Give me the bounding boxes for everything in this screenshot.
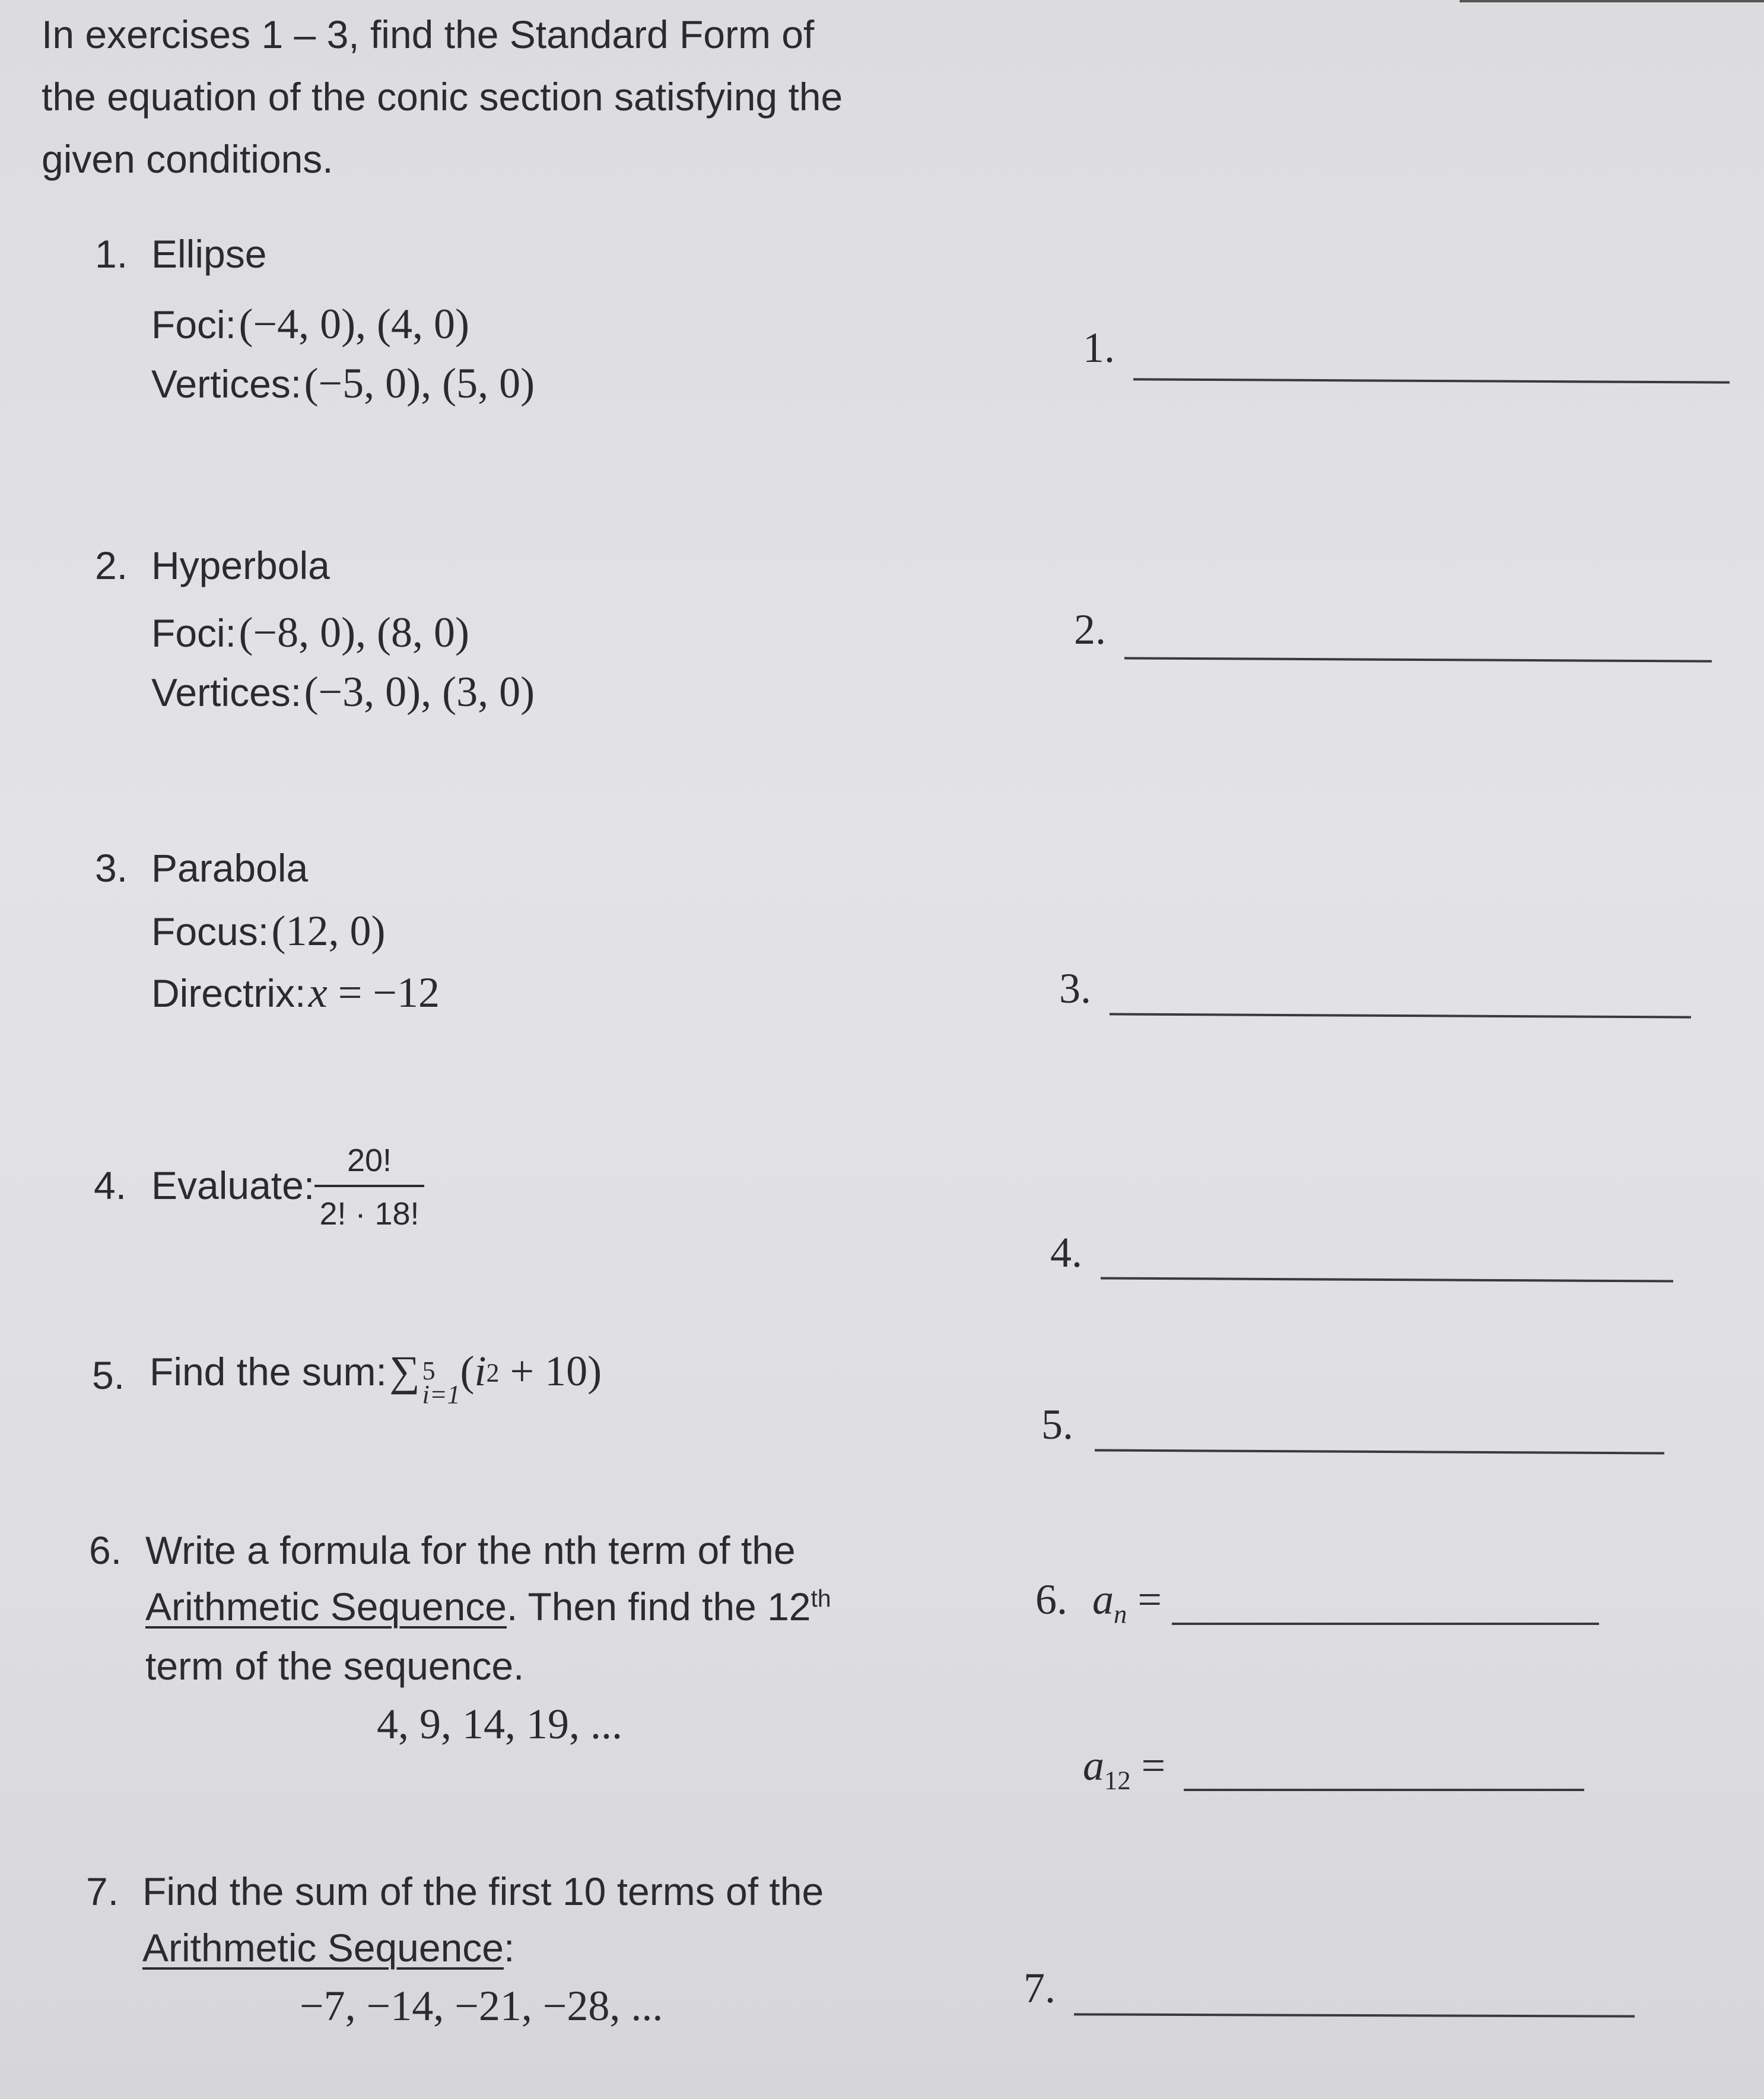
sum-expression <box>150 1347 602 1407</box>
colon: : <box>504 1926 515 1970</box>
a12-variable: a <box>1083 1742 1104 1789</box>
problem-line-2 <box>142 1925 514 1970</box>
focus-value: (12, 0) <box>271 907 386 955</box>
vertices-values: (−3, 0), (3, 0) <box>304 668 535 715</box>
focus-line <box>151 907 385 956</box>
vertices-values: (−5, 0), (5, 0) <box>304 360 535 407</box>
sigma-lower: i=1 <box>422 1379 460 1409</box>
answer-6-a12-blank[interactable] <box>1184 1789 1584 1791</box>
sum-variable: i <box>474 1347 487 1395</box>
problem-number: 5. <box>92 1353 125 1397</box>
answer-6-an-blank[interactable] <box>1172 1623 1599 1625</box>
answer-7-blank[interactable] <box>1074 2013 1635 2017</box>
an-variable: a <box>1092 1576 1114 1623</box>
problem-number: 6. <box>89 1528 122 1572</box>
fraction-numerator: 20! <box>347 1143 392 1178</box>
foci-values: (−8, 0), (8, 0) <box>239 609 469 656</box>
foci-label: Foci: <box>151 303 237 346</box>
vertices-line <box>151 359 535 408</box>
problem-title: Ellipse <box>151 232 267 276</box>
answer-6-label: 6. <box>1035 1576 1067 1623</box>
a12-subscript: 12 <box>1104 1765 1131 1795</box>
foci-label: Foci: <box>151 611 237 655</box>
sigma-symbol: ∑ <box>389 1347 420 1395</box>
problem-line-1: Find the sum of the first 10 terms of the <box>142 1869 824 1913</box>
sequence: −7, −14, −21, −28, ... <box>300 1982 663 2030</box>
top-edge-line <box>1460 0 1764 2</box>
vertices-label: Vertices: <box>151 670 302 714</box>
answer-6-a12 <box>1083 1741 1165 1795</box>
directrix-equation: = −12 <box>327 969 440 1016</box>
answer-7-label: 7. <box>1024 1964 1056 2012</box>
problem-title: Parabola <box>151 846 309 890</box>
problem-line-3: term of the sequence. <box>145 1644 525 1688</box>
answer-3-blank[interactable] <box>1110 1013 1691 1018</box>
focus-label: Focus: <box>151 909 269 953</box>
sequence: 4, 9, 14, 19, ... <box>377 1700 622 1748</box>
ordinal-suffix: th <box>811 1585 831 1612</box>
answer-5-label: 5. <box>1041 1401 1073 1448</box>
fraction-bar <box>314 1185 424 1187</box>
answer-1-blank[interactable] <box>1133 378 1730 383</box>
answer-6-term-formula <box>1035 1575 1162 1629</box>
an-subscript: n <box>1114 1599 1127 1629</box>
foci-line <box>151 300 469 349</box>
intro-line-1: In exercises 1 – 3, find the Standard Form of <box>42 12 815 56</box>
arithmetic-sequence-label: Arithmetic Sequence <box>142 1926 504 1970</box>
sum-rest: + 10) <box>499 1347 602 1395</box>
intro-line-2: the equation of the conic section satisfying the <box>42 75 843 119</box>
problem-line-1: Write a formula for the nth term of the <box>145 1528 796 1572</box>
problem-number: 2. <box>95 543 128 587</box>
sum-label: Find the sum: <box>150 1350 387 1394</box>
sum-exponent: 2 <box>486 1358 500 1388</box>
fraction <box>314 1142 424 1232</box>
problem-title: Hyperbola <box>151 543 330 587</box>
problem-number: 7. <box>86 1869 119 1913</box>
directrix-variable: x <box>308 969 328 1016</box>
foci-line <box>151 608 469 657</box>
vertices-line <box>151 667 535 717</box>
sigma-limits <box>422 1356 460 1409</box>
open-paren: ( <box>460 1347 475 1395</box>
fraction-denominator: 2! · 18! <box>319 1196 419 1232</box>
answer-5-blank[interactable] <box>1095 1449 1664 1454</box>
sigma-upper: 5 <box>422 1356 436 1385</box>
answer-2-label: 2. <box>1074 606 1106 653</box>
problem-number: 3. <box>95 846 128 890</box>
evaluate-label: Evaluate: <box>151 1163 315 1207</box>
answer-4-label: 4. <box>1050 1229 1082 1276</box>
answer-3-label: 3. <box>1059 965 1091 1012</box>
directrix-line <box>151 968 440 1017</box>
answer-2-blank[interactable] <box>1124 657 1712 662</box>
arithmetic-sequence-label: Arithmetic Sequence <box>145 1585 507 1629</box>
problem-line-2 <box>145 1584 831 1629</box>
line-2-rest: . Then find the 12 <box>507 1585 811 1629</box>
a12-equals: = <box>1130 1742 1166 1789</box>
answer-4-blank[interactable] <box>1101 1277 1673 1282</box>
problem-number: 1. <box>95 232 128 276</box>
directrix-label: Directrix: <box>151 971 306 1015</box>
foci-values: (−4, 0), (4, 0) <box>239 300 469 348</box>
problem-number: 4. <box>94 1163 127 1207</box>
an-equals: = <box>1127 1576 1162 1623</box>
vertices-label: Vertices: <box>151 362 302 406</box>
intro-line-3: given conditions. <box>42 137 333 181</box>
answer-1-label: 1. <box>1083 324 1115 371</box>
